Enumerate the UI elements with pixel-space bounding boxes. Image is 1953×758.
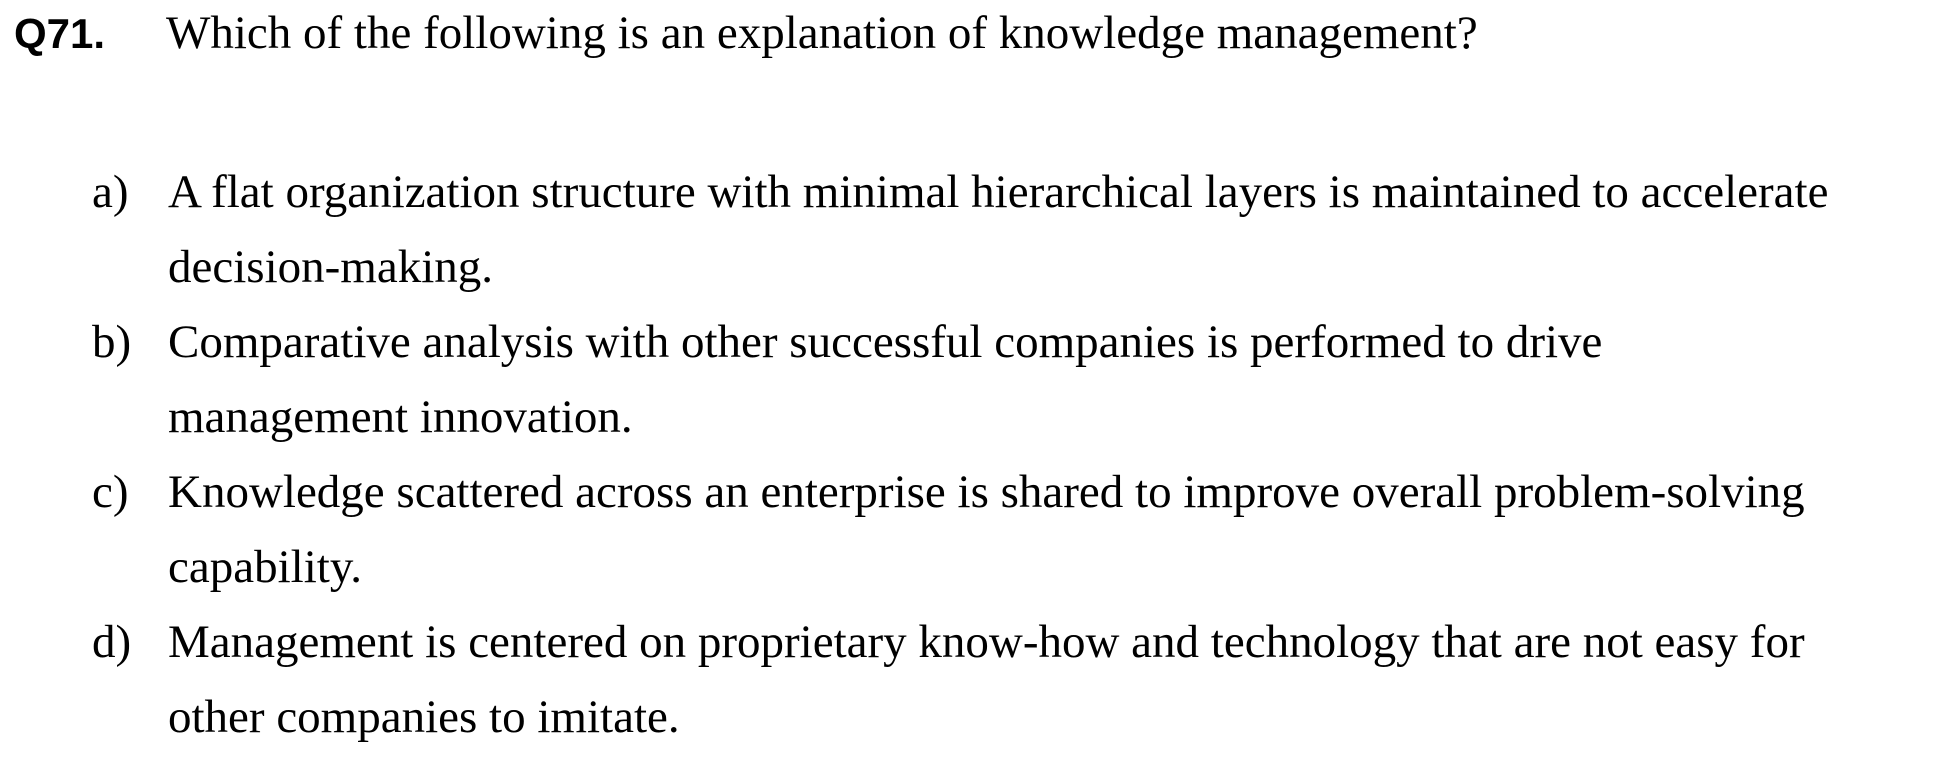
- option-label: a): [92, 166, 129, 218]
- option-text-line: management innovation.: [168, 391, 633, 443]
- option-text: [168, 155, 1952, 305]
- option-text: [168, 305, 1952, 455]
- option-text-line: other companies to imitate.: [168, 691, 680, 743]
- option-text-line: Comparative analysis with other successful companies is performed to drive: [168, 316, 1603, 368]
- option-text: [168, 605, 1952, 755]
- option-text: [168, 455, 1952, 605]
- option-text-line: capability.: [168, 541, 363, 593]
- question-header: [14, 6, 1478, 60]
- option-b: [92, 305, 1952, 455]
- answer-options: [92, 155, 1952, 755]
- option-c: [92, 455, 1952, 605]
- question-text: Which of the following is an explanation of knowledge management?: [166, 7, 1478, 59]
- option-text-line: decision-making.: [168, 241, 494, 293]
- option-d: [92, 605, 1952, 755]
- option-text-line: Knowledge scattered across an enterprise is shared to improve overall problem-solving: [168, 466, 1805, 518]
- option-label: d): [92, 616, 132, 668]
- option-a: [92, 155, 1952, 305]
- option-text-line: Management is centered on proprietary know-how and technology that are not easy for: [168, 616, 1805, 668]
- option-label: b): [92, 316, 132, 368]
- option-label: c): [92, 466, 129, 518]
- question-number: Q71.: [14, 10, 106, 57]
- option-text-line: A flat organization structure with minimal hierarchical layers is maintained to accelerate: [168, 166, 1829, 218]
